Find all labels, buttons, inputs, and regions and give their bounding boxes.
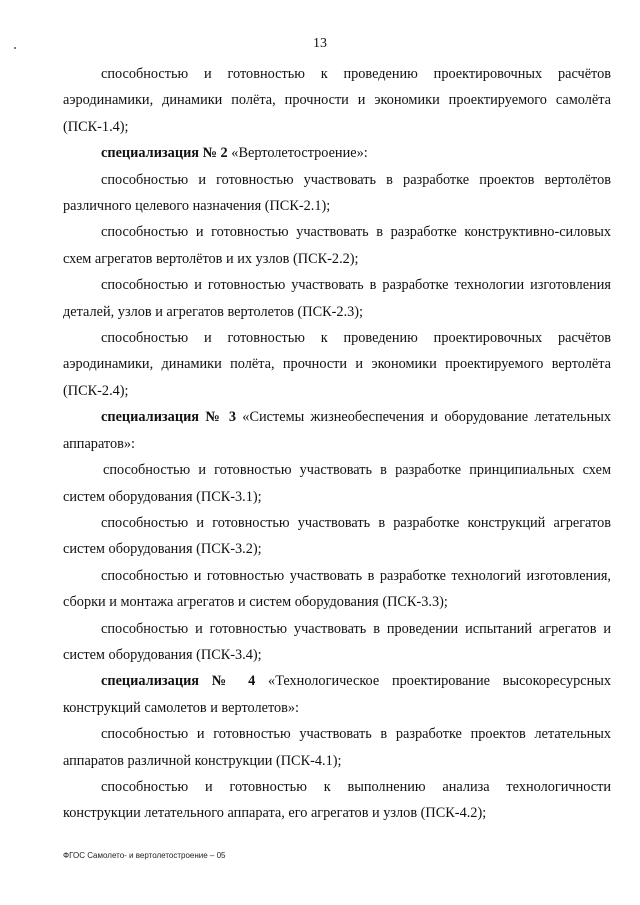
page-footer: ФГОС Самолето- и вертолетостроение – 05 [63, 851, 226, 860]
document-body [63, 61, 611, 827]
specialization-4-heading [63, 668, 611, 721]
specialization-4-title: «Технологическое проектирование высокоресурсных конструкций самолетов и вертолетов»: [63, 673, 611, 716]
paragraph-psk-3-4: способностью и готовностью участвовать в проведении испытаний агрегатов и систем оборудования (ПСК-3.4); [63, 620, 611, 663]
specialization-3-heading [63, 404, 611, 457]
paragraph-psk-2-1: способностью и готовностью участвовать в разработке проектов вертолётов различного целевого назначения (ПСК-2.1); [63, 171, 611, 215]
specialization-3-title: «Системы жизнеобеспечения и оборудование летательных аппаратов»: [63, 409, 611, 452]
paragraph-psk-3-3: способностью и готовностью участвовать в разработке технологий изготовления, сборки и монтажа агрегатов и систем оборудования (ПСК-3.3); [63, 567, 611, 611]
paragraph-psk-2-3: способностью и готовностью участвовать в разработке технологии изготовления деталей, узлов и агрегатов вертолетов (ПСК-2.3); [63, 277, 611, 320]
specialization-2-label: специализация № 2 [101, 145, 228, 162]
specialization-2-heading [63, 140, 611, 166]
paragraph-psk-3-1: способностью и готовностью участвовать в разработке принципиальных схем систем оборудования (ПСК-3.1); [63, 462, 611, 505]
specialization-3-label: специализация № 3 [101, 409, 236, 426]
paragraph-psk-4-2: способностью и готовностью к выполнению анализа технологичности конструкции летательного аппарата, его агрегатов и узлов (ПСК-4.2); [63, 778, 611, 822]
paragraph-psk-2-2: способностью и готовностью участвовать в разработке конструктивно-силовых схем агрегатов вертолётов и их узлов (ПСК-2.2); [63, 224, 611, 267]
page-number: 13 [313, 36, 327, 51]
specialization-2-title: «Вертолетостроение»: [227, 145, 368, 162]
paragraph-psk-4-1: способностью и готовностью участвовать в разработке проектов летательных аппаратов различной конструкции (ПСК-4.1); [63, 726, 611, 769]
paragraph-psk-2-4: способностью и готовностью к проведению проектировочных расчётов аэродинамики, динамики полёта, прочности и экономики проектируемого вертолёта (ПСК-2.4); [63, 330, 611, 399]
paragraph-psk-1-4: способностью и готовностью к проведению проектировочных расчётов аэродинамики, динамики полёта, прочности и экономики проектируемого самолёта (ПСК-1.4); [63, 66, 611, 135]
paragraph-psk-3-2: способностью и готовностью участвовать в разработке конструкций агрегатов систем оборудования (ПСК-3.2); [63, 514, 611, 558]
specialization-4-label: специализация № 4 [101, 673, 256, 690]
